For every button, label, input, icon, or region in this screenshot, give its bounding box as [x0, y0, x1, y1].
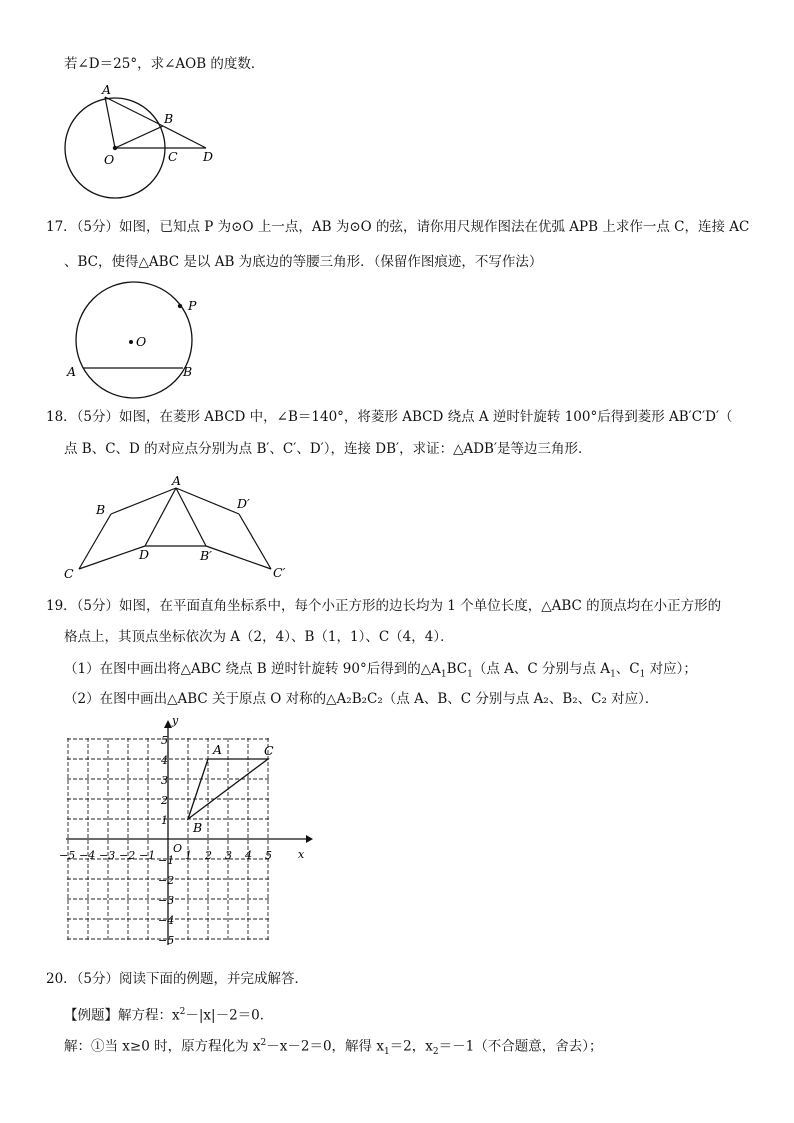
- q17-question-line-2: 、BC，使得△ABC 是以 AB 为底边的等腰三角形．（保留作图痕迹，不写作法）: [64, 254, 543, 270]
- q17-label-o: O: [136, 334, 147, 349]
- x-axis-arrow-icon: [306, 835, 313, 843]
- q20-sol-text-c: ＝2，x: [389, 1038, 433, 1055]
- q20-solution-line: [64, 1034, 602, 1061]
- q18-question-line-1: 18．（5分）如图，在菱形 ABCD 中，∠B＝140°，将菱形 ABCD 绕点 A 逆时针旋转 100°后得到菱形 AB′C′D′（: [46, 409, 733, 425]
- y-tick-label: 2: [161, 794, 168, 807]
- y-tick-label: −5: [158, 934, 175, 947]
- q19-sub1-text-c: （点 A、C 分别与点 A: [472, 661, 611, 677]
- q20-example-label: 【例题】: [64, 1007, 118, 1024]
- q19-sub1-subscript-b: 1: [467, 669, 473, 680]
- x-tick-label: 4: [245, 849, 252, 862]
- q20-question-line-1: 20．（5分）阅读下面的例题，并完成解答．: [46, 971, 309, 987]
- point-c-label: C: [264, 743, 274, 758]
- q20-example-text-a: 解方程：x: [118, 1007, 180, 1024]
- q20-sol-sub1: 1: [383, 1047, 390, 1058]
- q17-question-line-1: 17．（5分）如图，已知点 P 为⊙O 上一点，AB 为⊙O 的弦，请你用尺规作图法在优弧 APB 上求作一点 C，连接 AC: [46, 219, 750, 235]
- x-tick-label: 5: [265, 849, 272, 862]
- x-tick-label: −3: [99, 849, 116, 862]
- q20-sol-sub2: 2: [432, 1047, 439, 1058]
- q16-label-c: C: [168, 149, 178, 164]
- q16-label-a: A: [102, 82, 112, 97]
- q19-sub-question-2: （2）在图中画出△ABC 关于原点 O 对称的△A₂B₂C₂（点 A、B、C 分别与点 A₂、B₂、C₂ 对应）．: [64, 691, 659, 707]
- q17-label-a: A: [67, 364, 77, 379]
- q19-sub1-text-b: BC: [446, 661, 468, 677]
- q19-sub1-text-e: 对应）；: [645, 661, 697, 677]
- q19-question-line-1: 19．（5分）如图，在平面直角坐标系中，每个小正方形的边长均为 1 个单位长度，△ABC 的顶点均在小正方形的: [46, 598, 722, 614]
- q18-label-b: B: [96, 502, 106, 517]
- q19-sub1-subscript-d: 1: [639, 669, 646, 680]
- y-tick-label: −3: [158, 894, 175, 907]
- y-tick-label: 1: [161, 814, 168, 827]
- y-tick-label: 4: [161, 754, 168, 767]
- q20-sol-text-a: 解：①当 x≥0 时，原方程化为 x: [64, 1038, 261, 1055]
- q18-question-line-2: 点 B、C、D 的对应点分别为点 B′、C′、D′），连接 DB′，求证：△ADB′是等边三角形．: [64, 441, 592, 457]
- x-tick-label: −1: [139, 849, 156, 862]
- x-tick-label: 3: [225, 849, 232, 862]
- q20-sol-text-d: ＝－1（不合题意，舍去）；: [438, 1038, 603, 1055]
- x-tick-label: −5: [59, 849, 76, 862]
- x-tick-label: 1: [185, 849, 192, 862]
- q16-question-line: 若∠D＝25°，求∠AOB 的度数．: [64, 56, 265, 72]
- y-tick-label: −4: [158, 914, 175, 927]
- q20-example-line: [64, 1003, 273, 1025]
- x-tick-label: −4: [79, 849, 96, 862]
- q19-sub1-subscript-c: 1: [610, 669, 616, 680]
- y-tick-label: −2: [158, 874, 175, 887]
- q20-example-sup: 2: [179, 1007, 186, 1017]
- point-a-label: A: [213, 742, 223, 757]
- origin-label: O: [173, 842, 183, 855]
- q17-label-b: B: [183, 364, 193, 379]
- y-axis-label: y: [172, 714, 179, 727]
- x-tick-label: 2: [205, 849, 212, 862]
- q19-question-line-2: 格点上，其顶点坐标依次为 A（2，4）、B（1，1）、C（4，4）．: [64, 629, 454, 645]
- x-tick-label: −2: [119, 849, 136, 862]
- q18-label-c-prime: C′: [273, 565, 286, 580]
- y-axis-arrow-icon: [164, 720, 172, 728]
- q16-label-o: O: [104, 152, 115, 167]
- q18-label-d-prime: D′: [237, 496, 250, 511]
- q20-sol-text-b: －x－2＝0，解得 x: [266, 1038, 384, 1055]
- x-axis-label: x: [298, 848, 305, 861]
- q18-label-a: A: [172, 473, 182, 488]
- q17-label-p: P: [188, 298, 197, 313]
- q19-sub1-text-a: （1）在图中画出将△ABC 绕点 B 逆时针旋转 90°后得到的△A: [64, 661, 441, 677]
- q19-sub1-text-d: 、C: [615, 661, 640, 677]
- point-b-label: B: [193, 820, 203, 835]
- y-tick-label: −1: [158, 854, 175, 867]
- y-tick-label: 3: [161, 774, 168, 787]
- q20-sol-sup: 2: [260, 1038, 267, 1048]
- q16-label-d: D: [203, 149, 214, 164]
- q20-example-text-b: －|x|－2＝0．: [185, 1007, 274, 1024]
- y-tick-label: 5: [161, 734, 168, 747]
- q18-label-d: D: [139, 547, 150, 562]
- q18-label-b-prime: B′: [200, 548, 213, 563]
- q18-label-c: C: [64, 566, 74, 581]
- q19-sub1-subscript-a: 1: [440, 669, 447, 680]
- q16-label-b: B: [164, 111, 174, 126]
